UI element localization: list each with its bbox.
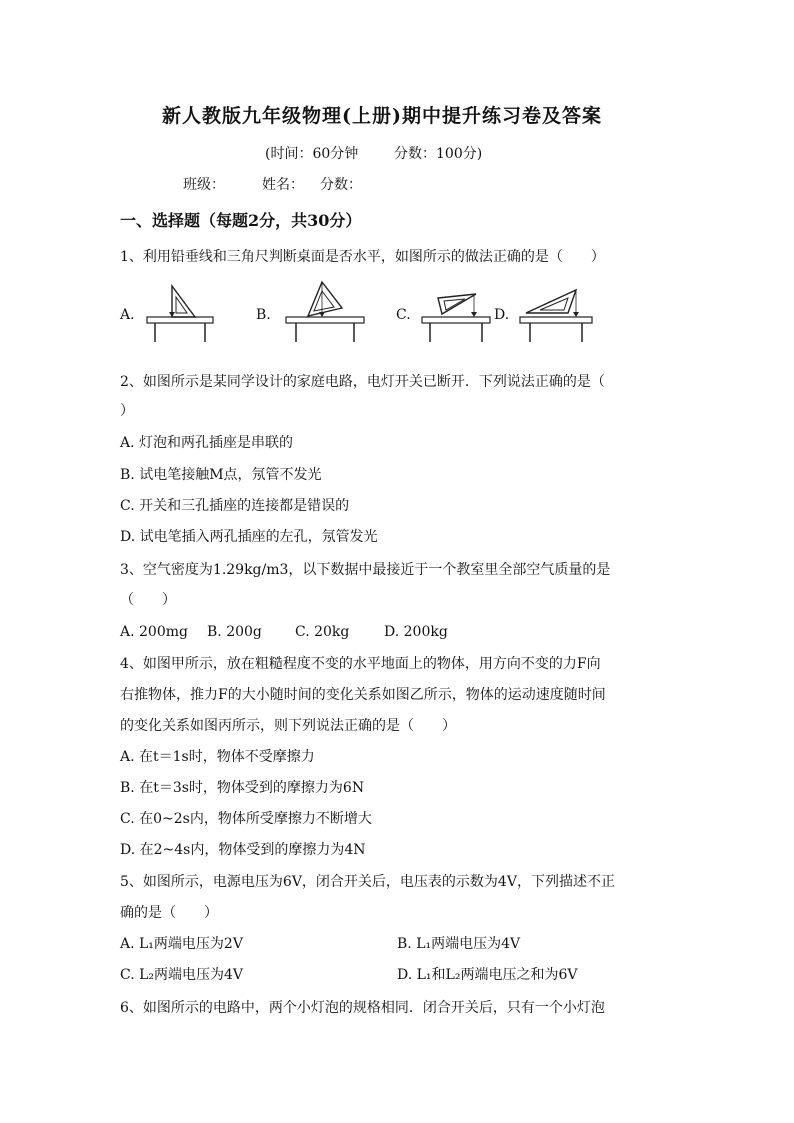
exam-time: (时间：60分钟: [265, 146, 359, 162]
q2-option-b: B. 试电笔接触M点，氖管不发光: [120, 467, 322, 483]
q5-option-c: C. L₂两端电压为4V: [120, 967, 244, 983]
page-title: 新人教版九年级物理(上册)期中提升练习卷及答案: [162, 105, 602, 127]
question-4-stem-line2: 右推物体，推力F的大小随时间的变化关系如图乙所示，物体的运动速度随时间: [120, 687, 606, 703]
question-3-stem: 3、空气密度为1.29kg/m3，以下数据中最接近于一个教室里全部空气质量的是: [120, 562, 611, 578]
q5-option-d: D. L₁和L₂两端电压之和为6V: [397, 967, 578, 983]
q3-option-a: A. 200mg: [120, 624, 188, 640]
q1-figure-a: [145, 278, 215, 343]
q3-option-c: C. 20kg: [295, 624, 350, 640]
q2-option-c: C. 开关和三孔插座的连接都是错误的: [120, 498, 350, 514]
q1-label-b: B.: [256, 307, 271, 323]
q1-label-a: A.: [120, 307, 135, 323]
question-1-stem: 1、利用铅垂线和三角尺判断桌面是否水平，如图所示的做法正确的是（ ）: [120, 249, 605, 265]
q3-option-b: B. 200g: [207, 624, 262, 640]
q1-figure-d: [518, 280, 594, 344]
question-5-stem-cont: 确的是（ ）: [120, 905, 218, 921]
q2-option-d: D. 试电笔插入两孔插座的左孔，氖管发光: [120, 529, 378, 545]
q1-figure-b: [284, 276, 366, 344]
q3-option-d: D. 200kg: [384, 624, 448, 640]
q1-label-c: C.: [396, 307, 411, 323]
section-heading: 一、选择题（每题2分，共30分）: [120, 211, 362, 230]
question-3-stem-cont: （ ）: [120, 592, 176, 608]
score-field: 分数：: [320, 177, 362, 193]
name-field: 姓名：: [262, 177, 304, 193]
question-6-stem: 6、如图所示的电路中，两个小灯泡的规格相同．闭合开关后，只有一个小灯泡: [120, 1000, 605, 1016]
q4-option-b: B. 在t＝3s时，物体受到的摩擦力为6N: [120, 780, 365, 796]
exam-score: 分数：100分): [394, 146, 483, 162]
question-5-stem: 5、如图所示，电源电压为6V，闭合开关后，电压表的示数为4V，下列描述不正: [120, 874, 615, 890]
class-field: 班级：: [183, 177, 225, 193]
q4-option-c: C. 在0~2s内，物体所受摩擦力不断增大: [120, 811, 372, 827]
q4-option-d: D. 在2~4s内，物体受到的摩擦力为4N: [120, 842, 366, 858]
q1-label-d: D.: [494, 307, 510, 323]
q4-option-a: A. 在t＝1s时，物体不受摩擦力: [120, 749, 315, 765]
question-2-stem-cont: ）: [120, 403, 134, 419]
question-4-stem-line3: 的变化关系如图丙所示，则下列说法正确的是（ ）: [120, 718, 456, 734]
question-4-stem: 4、如图甲所示，放在粗糙程度不变的水平地面上的物体，用方向不变的力F向: [120, 656, 601, 672]
q5-option-a: A. L₁两端电压为2V: [120, 936, 243, 952]
q5-option-b: B. L₁两端电压为4V: [397, 936, 521, 952]
q1-figure-c: [420, 280, 492, 344]
question-2-stem: 2、如图所示是某同学设计的家庭电路，电灯开关已断开．下列说法正确的是（: [120, 374, 605, 390]
q2-option-a: A. 灯泡和两孔插座是串联的: [120, 435, 294, 451]
